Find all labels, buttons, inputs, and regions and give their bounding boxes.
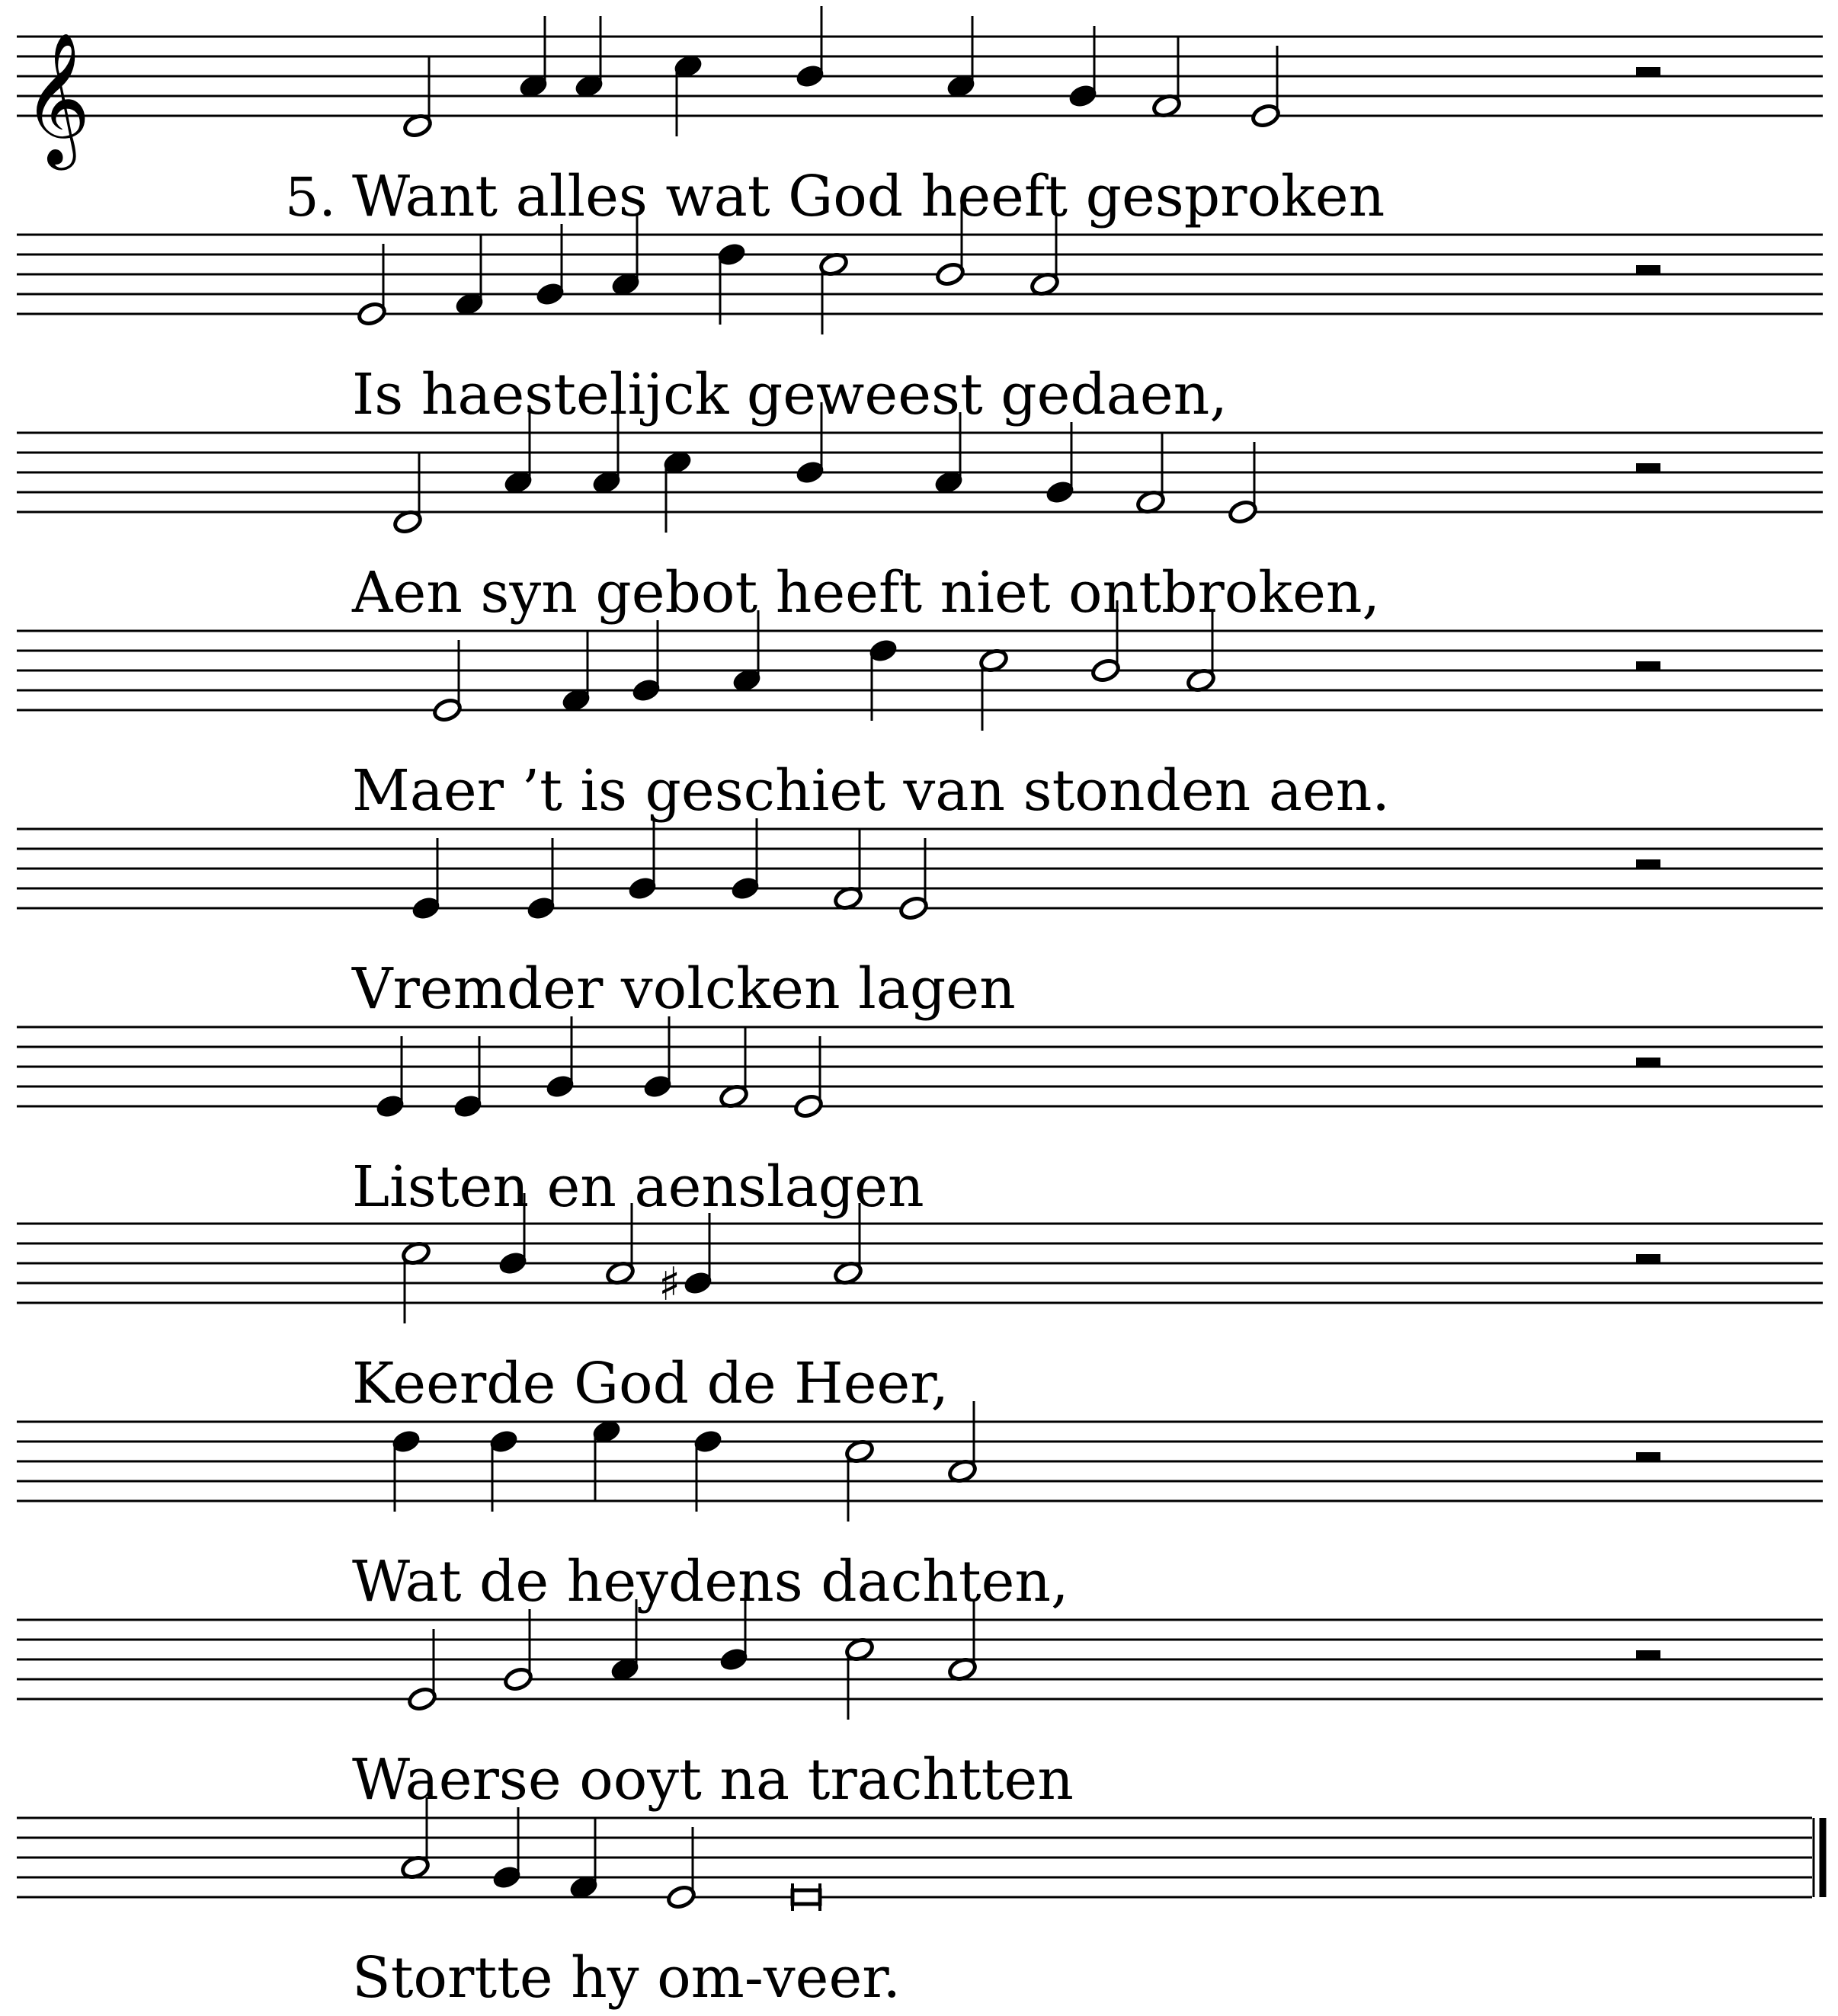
half-rest-icon [1636, 265, 1660, 274]
verse-number: 5. [285, 166, 336, 229]
lyric-line: Stortte hy om-veer. [352, 1945, 901, 2011]
lyric-line: Wat de heydens dachten, [352, 1549, 1069, 1614]
half-rest-icon [1636, 859, 1660, 869]
half-rest-icon [1636, 661, 1660, 670]
lyric-line: Maer ’t is geschiet van stonden aen. [352, 758, 1390, 824]
lyric-line: Waerse ooyt na trachtten [352, 1747, 1074, 1813]
half-rest-icon [1636, 1650, 1660, 1659]
half-rest-icon [1636, 67, 1660, 76]
half-rest-icon [1636, 1254, 1660, 1263]
half-rest-icon [1636, 1452, 1660, 1461]
half-rest-icon [1636, 1058, 1660, 1067]
sharp-icon: ♯ [658, 1258, 681, 1311]
half-rest-icon [1636, 463, 1660, 472]
lyric-line: Vremder volcken lagen [352, 956, 1016, 1022]
lyric-line: Listen en aenslagen [352, 1154, 924, 1220]
breve-note [793, 1890, 820, 1904]
lyric-line: Aen syn gebot heeft niet ontbroken, [352, 560, 1381, 626]
lyric-line: Keerde God de Heer, [352, 1351, 949, 1416]
lyric-line: Is haestelijck geweest gedaen, [352, 362, 1228, 427]
lyric-line: Want alles wat God heeft gesproken [352, 164, 1385, 229]
treble-clef-icon: 𝄞 [23, 32, 91, 165]
